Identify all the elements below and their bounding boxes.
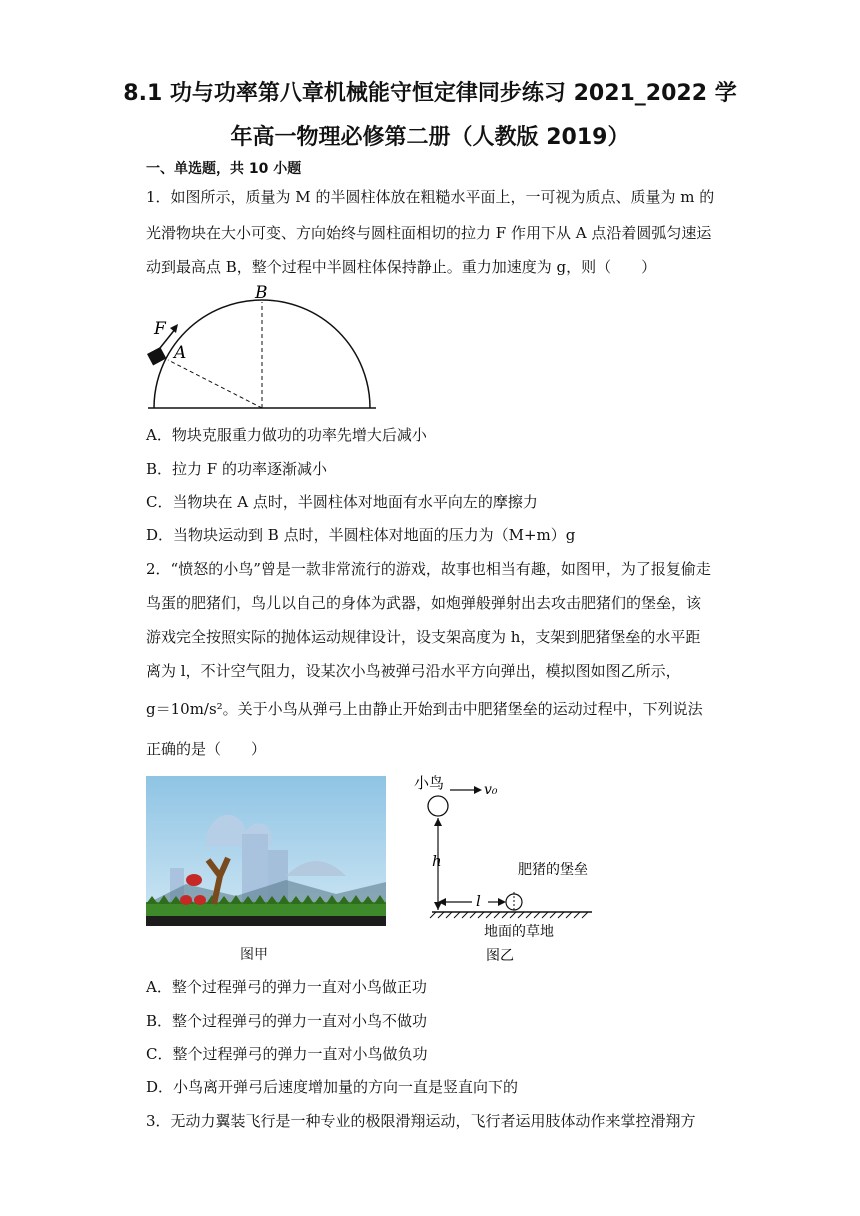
q1-stem-line1: 1．如图所示，质量为 M 的半圆柱体放在粗糙水平面上，一可视为质点、质量为 m 的 bbox=[146, 188, 715, 206]
q1-option-a: A．物块克服重力做功的功率先增大后减小 bbox=[146, 426, 427, 444]
q2-option-b: B．整个过程弹弓的弹力一直对小鸟不做功 bbox=[146, 1012, 428, 1030]
projectile-diagram bbox=[406, 766, 602, 966]
q1-stem-line2: 光滑物块在大小可变、方向始终与圆柱面相切的拉力 F 作用下从 A 点沿着圆弧匀速运 bbox=[146, 224, 712, 242]
q2-stem-line4: 离为 l，不计空气阻力，设某次小鸟被弹弓沿水平方向弹出，模拟图如图乙所示， bbox=[146, 662, 681, 680]
section-heading: 一、单选题，共 10 小题 bbox=[146, 161, 302, 177]
q1-semicircle-figure bbox=[140, 278, 380, 414]
fig-jia-caption: 图甲 bbox=[240, 947, 268, 963]
q2-stem-line3: 游戏完全按照实际的抛体运动规律设计，设支架高度为 h，支架到肥猪堡垒的水平距 bbox=[146, 628, 701, 646]
label-v0: v₀ bbox=[484, 782, 498, 798]
q2-stem-line5: g＝10m/s²。关于小鸟从弹弓上由静止开始到击中肥猪堡垒的运动过程中，下列说法 bbox=[146, 700, 703, 718]
label-h: h bbox=[432, 852, 442, 870]
q1-option-b: B．拉力 F 的功率逐渐减小 bbox=[146, 460, 327, 478]
label-F: F bbox=[154, 319, 166, 339]
q1-stem-line3: 动到最高点 B，整个过程中半圆柱体保持静止。重力加速度为 g，则（ ） bbox=[146, 258, 657, 276]
doc-title-line2: 年高一物理必修第二册（人教版 2019） bbox=[230, 125, 630, 150]
bird-circle bbox=[428, 796, 448, 816]
label-A: A bbox=[174, 343, 187, 363]
q2-stem-line1: 2．“愤怒的小鸟”曾是一款非常流行的游戏，故事也相当有趣，如图甲，为了报复偷走 bbox=[146, 560, 711, 578]
label-B: B bbox=[255, 283, 268, 303]
q1-option-d: D．当物块运动到 B 点时，半圆柱体对地面的压力为（M+m）g bbox=[146, 526, 576, 544]
fig-yi-caption: 图乙 bbox=[486, 948, 514, 964]
q2-stem-line2: 鸟蛋的肥猪们，鸟儿以自己的身体为武器，如炮弹般弹射出去攻击肥猪们的堡垒，该 bbox=[146, 594, 702, 612]
q2-option-d: D．小鸟离开弹弓后速度增加量的方向一直是竖直向下的 bbox=[146, 1078, 519, 1096]
radius-to-A bbox=[168, 360, 262, 408]
label-bird: 小鸟 bbox=[414, 774, 445, 792]
doc-title-line1: 8.1 功与功率第八章机械能守恒定律同步练习 2021_2022 学 bbox=[123, 81, 737, 106]
angry-birds-game-image bbox=[146, 776, 386, 926]
q1-option-c: C．当物块在 A 点时，半圆柱体对地面有水平向左的摩擦力 bbox=[146, 493, 538, 511]
q2-option-c: C．整个过程弹弓的弹力一直对小鸟做负功 bbox=[146, 1045, 428, 1063]
q2-option-a: A．整个过程弹弓的弹力一直对小鸟做正功 bbox=[146, 978, 427, 996]
q2-stem-line6: 正确的是（ ） bbox=[146, 740, 267, 758]
q3-stem-line1: 3．无动力翼装飞行是一种专业的极限滑翔运动，飞行者运用肢体动作来掌控滑翔方 bbox=[146, 1112, 696, 1130]
label-l: l bbox=[476, 892, 481, 910]
label-ground: 地面的草地 bbox=[484, 924, 554, 940]
label-fortress: 肥猪的堡垒 bbox=[518, 862, 588, 878]
